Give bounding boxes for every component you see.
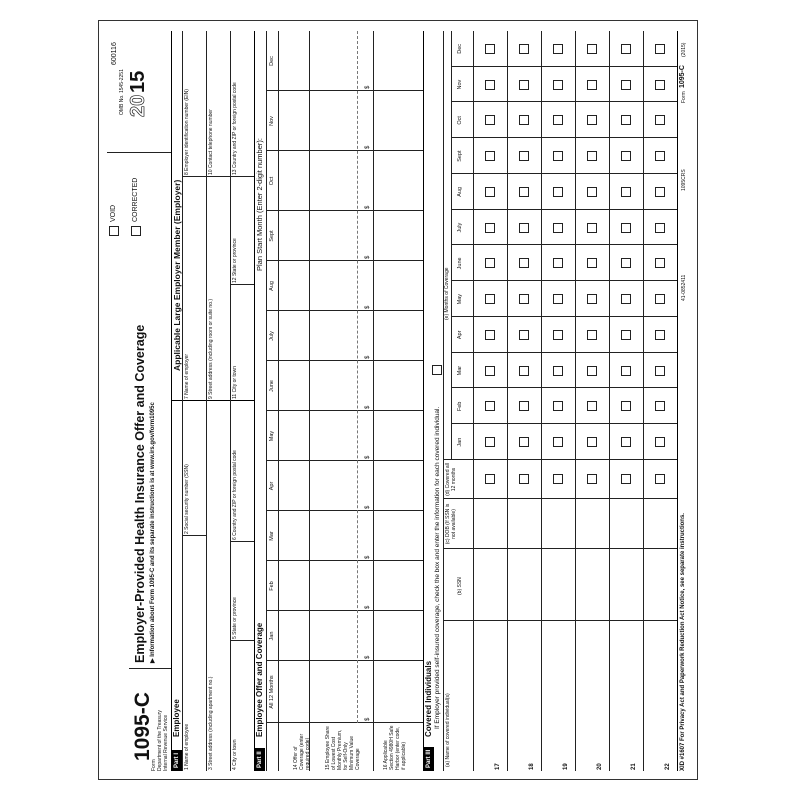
month-coverage-checkbox[interactable] xyxy=(587,401,597,411)
month-coverage-checkbox[interactable] xyxy=(655,80,665,90)
month-coverage-checkbox[interactable] xyxy=(485,258,495,268)
month-coverage-checkbox[interactable] xyxy=(587,294,597,304)
year-outline: 20 xyxy=(127,94,149,117)
footer-form-prefix: Form xyxy=(681,91,687,103)
month-coverage-checkbox[interactable] xyxy=(485,115,495,125)
month-coverage-checkbox[interactable] xyxy=(655,151,665,161)
month-coverage-checkbox[interactable] xyxy=(553,437,563,447)
dollar-sign: $ xyxy=(365,85,372,89)
month-coverage-checkbox[interactable] xyxy=(587,187,597,197)
part3-month-header: Feb xyxy=(457,401,463,412)
all-12-months-checkbox[interactable] xyxy=(485,475,495,485)
covered-dob-input[interactable] xyxy=(643,499,677,549)
field-1-label: 1 Name of employee xyxy=(184,723,190,770)
line-16-cell[interactable] xyxy=(373,511,423,561)
corrected-checkbox[interactable] xyxy=(131,226,141,236)
month-coverage-checkbox[interactable] xyxy=(655,187,665,197)
form-sheet xyxy=(98,20,698,780)
row-number: 20 xyxy=(597,763,603,770)
field-4-input[interactable] xyxy=(231,641,254,771)
month-coverage-checkbox[interactable] xyxy=(553,366,563,376)
part2-month-header: Nov xyxy=(269,116,275,126)
part2-month-header: Mar xyxy=(269,531,275,541)
line-16-cell[interactable] xyxy=(373,261,423,311)
part2-month-header: Oct xyxy=(269,176,275,186)
month-coverage-checkbox[interactable] xyxy=(655,330,665,340)
row-number: 22 xyxy=(665,763,671,770)
row-number: 19 xyxy=(563,763,569,770)
line-15-cell[interactable] xyxy=(309,661,373,723)
part2-month-header: Sept xyxy=(269,230,275,242)
part3-month-header: June xyxy=(457,257,463,270)
field-12-input[interactable] xyxy=(231,177,254,284)
covered-name-input[interactable] xyxy=(609,621,643,763)
month-coverage-checkbox[interactable] xyxy=(553,401,563,411)
footer-center-code: 41-0852411 xyxy=(681,274,687,301)
month-coverage-checkbox[interactable] xyxy=(519,401,529,411)
part2-month-header: All 12 Months xyxy=(269,675,275,709)
dollar-sign: $ xyxy=(365,305,372,309)
line-14-cell[interactable] xyxy=(278,151,309,211)
field-5-label: 5 State or province xyxy=(232,597,238,639)
line-15-label: 15 Employee Share of Lowest Cost Monthly Premium, for Self-Only Minimum Value Coverage xyxy=(325,726,361,770)
form-title: Employer-Provided Health Insurance Offer and Coverage xyxy=(133,324,147,663)
line-15-cell[interactable] xyxy=(309,511,373,561)
plan-start-input[interactable] xyxy=(255,31,265,121)
covered-dob-input[interactable] xyxy=(541,499,575,549)
dollar-sign: $ xyxy=(365,405,372,409)
month-coverage-checkbox[interactable] xyxy=(621,294,631,304)
field-11-input[interactable] xyxy=(231,285,254,400)
field-2-label: 2 Social security number (SSN) xyxy=(184,464,190,534)
field-3-label: 3 Street address (including apartment no.) xyxy=(208,676,214,770)
month-coverage-checkbox[interactable] xyxy=(553,44,563,54)
part2-month-header: Dec xyxy=(269,56,275,66)
month-coverage-checkbox[interactable] xyxy=(485,151,495,161)
line-15-cell[interactable] xyxy=(309,151,373,211)
month-coverage-checkbox[interactable] xyxy=(655,401,665,411)
covered-name-input[interactable] xyxy=(541,621,575,763)
line-16-cell[interactable] xyxy=(373,561,423,611)
rotated-form-page xyxy=(99,21,698,780)
month-coverage-checkbox[interactable] xyxy=(621,80,631,90)
part2-month-header: May xyxy=(269,430,275,442)
plan-start-label: Plan Start Month (Enter 2-digit number): xyxy=(255,138,264,271)
row-number: 21 xyxy=(631,763,637,770)
void-label: VOID xyxy=(110,204,117,222)
line-15-cell[interactable] xyxy=(309,311,373,361)
line-16-cell[interactable] xyxy=(373,151,423,211)
covered-name-input[interactable] xyxy=(643,621,677,763)
month-coverage-checkbox[interactable] xyxy=(553,258,563,268)
covered-ssn-input[interactable] xyxy=(643,549,677,621)
month-coverage-checkbox[interactable] xyxy=(655,294,665,304)
part2-tag: Part II xyxy=(255,748,265,771)
field-13-input[interactable] xyxy=(231,31,254,176)
month-coverage-checkbox[interactable] xyxy=(519,151,529,161)
row-number: 18 xyxy=(529,763,535,770)
line-14-cell[interactable] xyxy=(278,411,309,461)
month-coverage-checkbox[interactable] xyxy=(587,366,597,376)
month-coverage-checkbox[interactable] xyxy=(621,330,631,340)
month-coverage-checkbox[interactable] xyxy=(485,330,495,340)
dept-line2: Internal Revenue Service xyxy=(163,714,169,771)
month-coverage-checkbox[interactable] xyxy=(655,115,665,125)
field-9-input[interactable] xyxy=(207,177,230,400)
line-14-cell[interactable] xyxy=(278,31,309,91)
field-6-label: 6 Country and ZIP or foreign postal code xyxy=(232,450,238,540)
month-coverage-checkbox[interactable] xyxy=(519,44,529,54)
month-coverage-checkbox[interactable] xyxy=(621,151,631,161)
footer-rule xyxy=(677,31,678,771)
line-15-cell[interactable] xyxy=(309,91,373,151)
line-16-cell[interactable] xyxy=(373,661,423,723)
part3-tag: Part III xyxy=(424,747,434,771)
part1-top-rule xyxy=(171,31,172,771)
month-coverage-checkbox[interactable] xyxy=(519,366,529,376)
part3-month-header: Oct xyxy=(457,116,463,125)
month-coverage-checkbox[interactable] xyxy=(621,44,631,54)
line-14-cell[interactable] xyxy=(278,461,309,511)
field-5-input[interactable] xyxy=(231,542,254,640)
part3-month-header: July xyxy=(457,222,463,233)
field-10-input[interactable] xyxy=(207,31,230,176)
part3-header-rule xyxy=(443,31,444,771)
month-coverage-checkbox[interactable] xyxy=(519,330,529,340)
footer-form-number: 1095-C xyxy=(679,65,686,88)
month-coverage-checkbox[interactable] xyxy=(485,223,495,233)
all-12-months-checkbox[interactable] xyxy=(587,475,597,485)
field-12-label: 12 State or province xyxy=(232,238,238,283)
part3-month-header: Jan xyxy=(457,437,463,447)
month-coverage-checkbox[interactable] xyxy=(485,187,495,197)
line-15-cell[interactable] xyxy=(309,211,373,261)
covered-name-input[interactable] xyxy=(575,621,609,763)
part3-month-header: Apr xyxy=(457,330,463,340)
all-12-months-checkbox[interactable] xyxy=(553,475,563,485)
month-coverage-checkbox[interactable] xyxy=(655,223,665,233)
line-15-cell[interactable] xyxy=(309,561,373,611)
line-14-cell[interactable] xyxy=(278,91,309,151)
field-3-input[interactable] xyxy=(207,401,230,771)
col-e-label: (e) Months of Coverage xyxy=(444,267,450,320)
part3-title: Covered Individuals xyxy=(424,660,433,737)
month-coverage-checkbox[interactable] xyxy=(621,366,631,376)
line-16-cell[interactable] xyxy=(373,211,423,261)
month-coverage-checkbox[interactable] xyxy=(553,294,563,304)
part3-month-header: Dec xyxy=(457,43,463,54)
part2-title: Employee Offer and Coverage xyxy=(255,622,264,737)
line-15-cell[interactable] xyxy=(309,461,373,511)
month-coverage-checkbox[interactable] xyxy=(553,151,563,161)
covered-ssn-input[interactable] xyxy=(507,549,541,621)
footer-form-year: (2015) xyxy=(681,42,687,57)
col-a-label: (a) Name of covered individual(s) xyxy=(445,693,451,767)
field-9-label: 9 Street address (including room or suite no.) xyxy=(208,298,214,399)
line-16-cell[interactable] xyxy=(373,411,423,461)
covered-name-input[interactable] xyxy=(507,621,541,763)
month-coverage-checkbox[interactable] xyxy=(553,187,563,197)
dollar-sign: $ xyxy=(365,555,372,559)
dollar-sign: $ xyxy=(365,717,372,721)
dollar-sign: $ xyxy=(365,205,372,209)
line-14-cell[interactable] xyxy=(278,311,309,361)
employer-title: Applicable Large Employer Member (Employer) xyxy=(172,179,182,371)
month-coverage-checkbox[interactable] xyxy=(655,366,665,376)
month-coverage-checkbox[interactable] xyxy=(485,294,495,304)
dollar-sign: $ xyxy=(365,255,372,259)
part1-tag: Part I xyxy=(172,750,182,771)
month-coverage-checkbox[interactable] xyxy=(621,187,631,197)
footer-notice: XID #1607 For Privacy Act and Paperwork Reduction Act Notice, see separate instructions. xyxy=(680,513,686,771)
part2-month-header: July xyxy=(269,331,275,341)
dollar-sign: $ xyxy=(365,605,372,609)
header-divider-right xyxy=(107,152,171,153)
month-coverage-checkbox[interactable] xyxy=(621,437,631,447)
part2-month-header: Apr xyxy=(269,481,275,491)
line-16-cell[interactable] xyxy=(373,311,423,361)
line-15-cell[interactable] xyxy=(309,261,373,311)
line-14-cell[interactable] xyxy=(278,211,309,261)
month-coverage-checkbox[interactable] xyxy=(553,115,563,125)
footer-rs-code: 1095CRS xyxy=(681,169,687,191)
dollar-sign: $ xyxy=(365,145,372,149)
month-coverage-checkbox[interactable] xyxy=(519,437,529,447)
year-bold: 15 xyxy=(127,70,149,93)
month-coverage-checkbox[interactable] xyxy=(621,223,631,233)
month-coverage-checkbox[interactable] xyxy=(587,80,597,90)
field-7-input[interactable] xyxy=(183,177,207,400)
part3-month-header-rule xyxy=(451,31,452,460)
month-coverage-checkbox[interactable] xyxy=(655,437,665,447)
dollar-sign: $ xyxy=(365,505,372,509)
field-13-label: 13 Country and ZIP or foreign postal code xyxy=(232,82,238,175)
month-coverage-checkbox[interactable] xyxy=(587,330,597,340)
part2-month-header: Feb xyxy=(269,581,275,591)
line-16-cell[interactable] xyxy=(373,461,423,511)
line-15-cell[interactable] xyxy=(309,611,373,661)
month-coverage-checkbox[interactable] xyxy=(485,401,495,411)
f4-divider xyxy=(230,640,254,641)
line-14-cell[interactable] xyxy=(278,361,309,411)
part3-month-header: Aug xyxy=(457,186,463,197)
line-14-cell[interactable] xyxy=(278,611,309,661)
covered-dob-input[interactable] xyxy=(507,499,541,549)
part3-month-header: May xyxy=(457,293,463,305)
field-8-label: 8 Employer identification number (EIN) xyxy=(184,89,190,175)
month-coverage-checkbox[interactable] xyxy=(621,401,631,411)
part2-month-header: Aug xyxy=(269,281,275,291)
month-coverage-checkbox[interactable] xyxy=(485,437,495,447)
part3-month-header: Sept xyxy=(457,150,463,162)
month-coverage-checkbox[interactable] xyxy=(553,80,563,90)
field-4-label: 4 City or town xyxy=(232,739,238,770)
month-coverage-checkbox[interactable] xyxy=(621,258,631,268)
field-10-label: 10 Contact telephone number xyxy=(208,109,214,175)
row-number: 17 xyxy=(495,763,501,770)
line-16-cell[interactable] xyxy=(373,361,423,411)
month-coverage-checkbox[interactable] xyxy=(519,80,529,90)
month-coverage-checkbox[interactable] xyxy=(519,258,529,268)
void-checkbox[interactable] xyxy=(109,226,119,236)
header-divider-left xyxy=(129,668,171,669)
part1-title: Employee xyxy=(172,699,181,737)
info-line: ▶ Information about Form 1095-C and its separate instructions is at www.irs.gov/form1095c xyxy=(150,402,156,663)
month-coverage-checkbox[interactable] xyxy=(553,330,563,340)
month-coverage-checkbox[interactable] xyxy=(655,44,665,54)
month-coverage-checkbox[interactable] xyxy=(485,44,495,54)
form-1095c xyxy=(107,31,691,771)
self-insured-checkbox[interactable] xyxy=(432,365,442,375)
month-coverage-checkbox[interactable] xyxy=(587,151,597,161)
covered-dob-input[interactable] xyxy=(575,499,609,549)
all-12-months-checkbox[interactable] xyxy=(621,475,631,485)
field-8-input[interactable] xyxy=(183,31,207,176)
col-d-label: (d) Covered all 12 months xyxy=(445,463,457,496)
month-coverage-checkbox[interactable] xyxy=(519,115,529,125)
line-15-cell[interactable] xyxy=(309,31,373,91)
line-14-cell[interactable] xyxy=(278,661,309,723)
covered-ssn-input[interactable] xyxy=(541,549,575,621)
part3-month-header: Nov xyxy=(457,79,463,90)
dept-line1: Department of the Treasury xyxy=(157,710,163,771)
month-coverage-checkbox[interactable] xyxy=(621,115,631,125)
dollar-sign: $ xyxy=(365,455,372,459)
form-prefix: Form xyxy=(151,759,157,771)
col-b-label: (b) SSN xyxy=(457,577,463,595)
line-16-cell[interactable] xyxy=(373,611,423,661)
month-coverage-checkbox[interactable] xyxy=(553,223,563,233)
dollar-sign: $ xyxy=(365,655,372,659)
part3-month-header: Mar xyxy=(457,365,463,376)
line-15-cell[interactable] xyxy=(309,411,373,461)
month-coverage-checkbox[interactable] xyxy=(655,258,665,268)
dollar-sign: $ xyxy=(365,355,372,359)
covered-name-input[interactable] xyxy=(473,621,507,763)
f5-divider xyxy=(230,541,254,542)
line-14-cell[interactable] xyxy=(278,261,309,311)
field-1-input[interactable] xyxy=(183,536,207,771)
f1-divider xyxy=(182,535,206,536)
covered-ssn-input[interactable] xyxy=(575,549,609,621)
field-7-label: 7 Name of employer xyxy=(184,353,190,399)
all-12-months-checkbox[interactable] xyxy=(519,475,529,485)
field-2-input[interactable] xyxy=(183,401,207,535)
col-c-label: (c) DOB (If SSN is not available) xyxy=(445,503,457,545)
month-coverage-checkbox[interactable] xyxy=(587,115,597,125)
line-16-cell[interactable] xyxy=(373,31,423,91)
line-14-cell[interactable] xyxy=(278,511,309,561)
month-coverage-checkbox[interactable] xyxy=(587,223,597,233)
field-11-label: 11 City or town xyxy=(232,366,238,399)
month-coverage-checkbox[interactable] xyxy=(485,366,495,376)
month-coverage-checkbox[interactable] xyxy=(485,80,495,90)
month-coverage-checkbox[interactable] xyxy=(587,437,597,447)
serial-number: 600116 xyxy=(111,42,118,65)
month-coverage-checkbox[interactable] xyxy=(587,258,597,268)
line-16-cell[interactable] xyxy=(373,91,423,151)
covered-ssn-input[interactable] xyxy=(609,549,643,621)
line-15-cell[interactable] xyxy=(309,361,373,411)
part3-instruction: If Employer provided self-insured coverage, check the box and enter the information for each covered individual. xyxy=(434,406,441,729)
month-coverage-checkbox[interactable] xyxy=(519,187,529,197)
form-number: 1095-C xyxy=(131,692,154,761)
line-14-cell[interactable] xyxy=(278,561,309,611)
covered-dob-input[interactable] xyxy=(609,499,643,549)
covered-ssn-input[interactable] xyxy=(473,549,507,621)
month-coverage-checkbox[interactable] xyxy=(519,223,529,233)
omb-number: OMB No. 1545-2251 xyxy=(119,69,125,115)
month-coverage-checkbox[interactable] xyxy=(519,294,529,304)
field-6-input[interactable] xyxy=(231,401,254,541)
line-16-label: 16 Applicable Section 4980H Safe Harbor (enter code, if applicable) xyxy=(383,725,407,770)
month-coverage-checkbox[interactable] xyxy=(587,44,597,54)
corrected-label: CORRECTED xyxy=(132,177,139,222)
part2-month-header: Jan xyxy=(269,631,275,641)
f11-divider xyxy=(230,284,254,285)
part3-col-rule xyxy=(443,459,677,460)
line-14-label: 14 Offer of Coverage (enter required code) xyxy=(293,733,311,770)
covered-dob-input[interactable] xyxy=(473,499,507,549)
part2-month-header: June xyxy=(269,380,275,392)
all-12-months-checkbox[interactable] xyxy=(655,475,665,485)
